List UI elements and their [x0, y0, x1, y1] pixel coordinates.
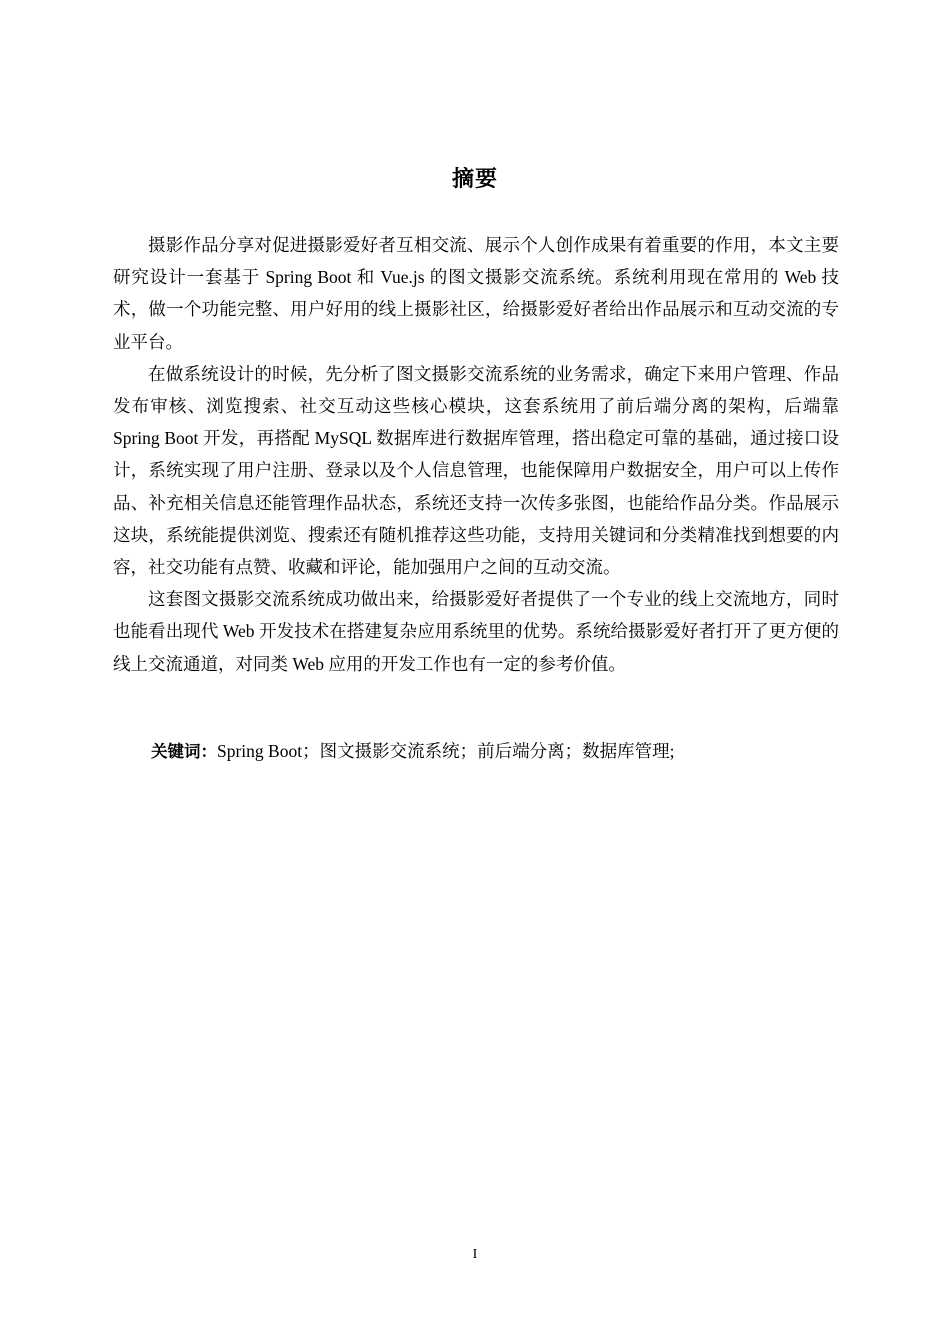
abstract-body: [113, 229, 839, 680]
abstract-paragraph-2: 在做系统设计的时候，先分析了图文摄影交流系统的业务需求，确定下来用户管理、作品发布审核、浏览搜索、社交互动这些核心模块，这套系统用了前后端分离的架构，后端靠 Spring Boot 开发，再搭配 MySQL 数据库进行数据库管理，搭出稳定可靠的基础，通过接口设计，系统实现了用户注册、登录以及个人信息管理，也能保障用户数据安全，用户可以上传作品、补充相关信息还能管理作品状态，系统还支持一次传多张图，也能给作品分类。作品展示这块，系统能提供浏览、搜索还有随机推荐这些功能，支持用关键词和分类精准找到想要的内容，社交功能有点赞、收藏和评论，能加强用户之间的互动交流。: [113, 363, 839, 578]
abstract-paragraph-3: 这套图文摄影交流系统成功做出来，给摄影爱好者提供了一个专业的线上交流地方，同时也能看出现代 Web 开发技术在搭建复杂应用系统里的优势。系统给摄影爱好者打开了更方便的线上交流通道，对同类 Web 应用的开发工作也有一定的参考价值。: [113, 589, 839, 674]
page-title: 摘要: [451, 167, 498, 192]
keywords-text: Spring Boot；图文摄影交流系统；前后端分离；数据库管理;: [217, 741, 675, 761]
page-number: I: [472, 1247, 478, 1262]
abstract-paragraph-1: 摄影作品分享对促进摄影爱好者互相交流、展示个人创作成果有着重要的作用，本文主要研究设计一套基于 Spring Boot 和 Vue.js 的图文摄影交流系统。系统利用现在常用的 Web 技术，做一个功能完整、用户好用的线上摄影社区，给摄影爱好者给出作品展示和互动交流的专业平台。: [113, 235, 839, 352]
keywords-line: [151, 735, 841, 768]
keywords-label: 关键词：: [151, 742, 217, 761]
